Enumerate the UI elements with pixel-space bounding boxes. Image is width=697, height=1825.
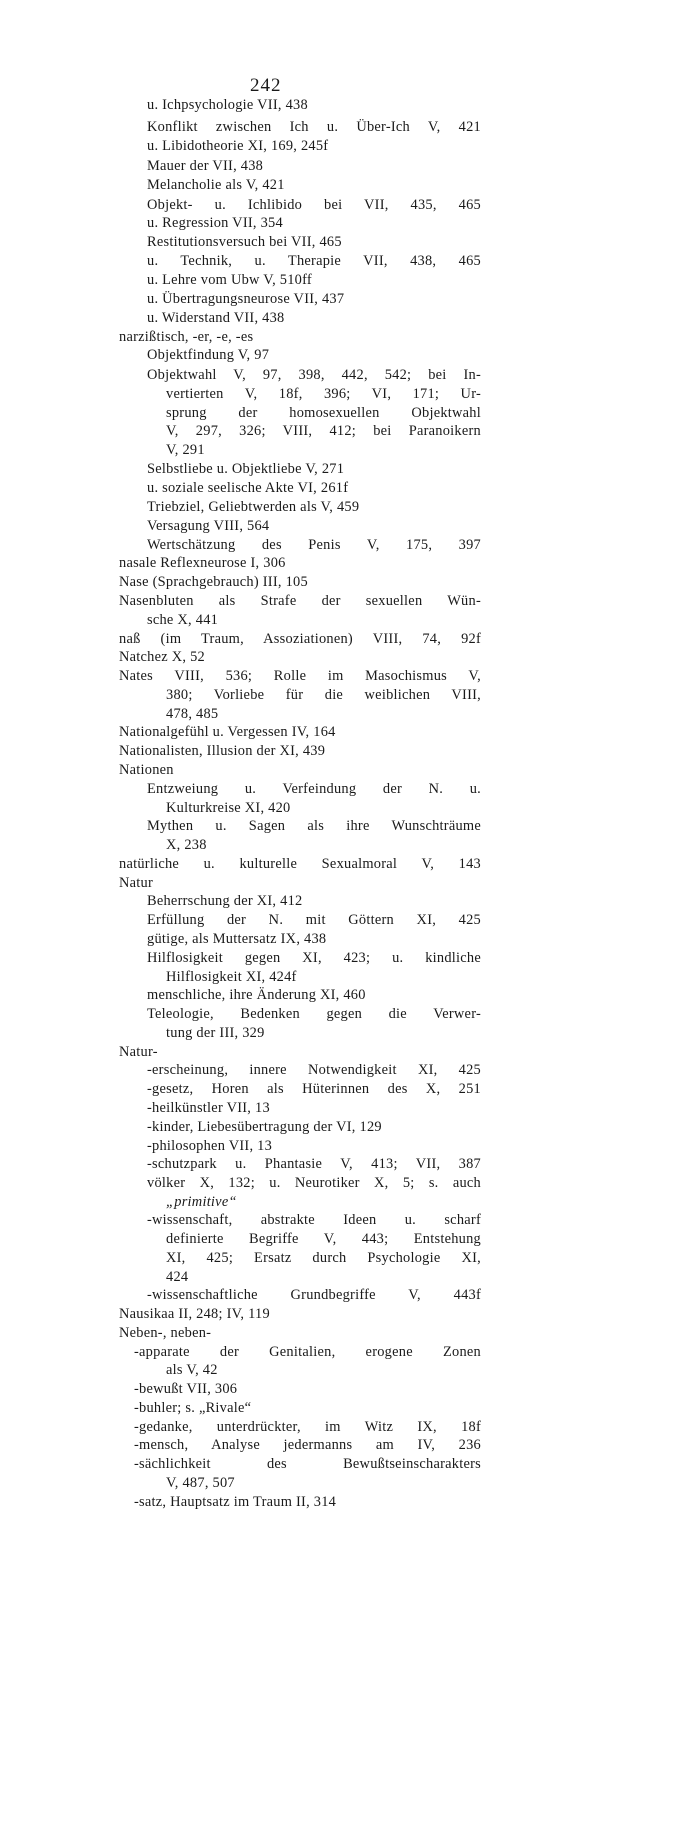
index-line: 424 — [166, 1269, 189, 1285]
index-line: X, 238 — [166, 837, 207, 853]
index-line: Natur- — [119, 1044, 158, 1060]
index-line: 478, 485 — [166, 706, 219, 722]
index-line: Versagung VIII, 564 — [147, 518, 270, 534]
index-line: Erfüllung der N. mit Göttern XI, 425 — [147, 912, 481, 928]
index-line: Hilflosigkeit gegen XI, 423; u. kindliche — [147, 950, 481, 966]
index-line: Beherrschung der XI, 412 — [147, 893, 303, 909]
index-line: Kulturkreise XI, 420 — [166, 800, 291, 816]
index-line: u. Technik, u. Therapie VII, 438, 465 — [147, 253, 481, 269]
index-line: -satz, Hauptsatz im Traum II, 314 — [134, 1494, 337, 1510]
index-line: Natchez X, 52 — [119, 649, 205, 665]
index-line: Nationalisten, Illusion der XI, 439 — [119, 743, 326, 759]
index-line: sprung der homosexuellen Objektwahl — [166, 405, 481, 421]
index-line: u. soziale seelische Akte VI, 261f — [147, 480, 349, 496]
index-line: u. Widerstand VII, 438 — [147, 310, 285, 326]
index-line: V, 487, 507 — [166, 1475, 235, 1491]
index-line: -buhler; s. „Rivale“ — [134, 1400, 252, 1416]
index-line: Nausikaa II, 248; IV, 119 — [119, 1306, 270, 1322]
index-line: u. Ichpsychologie VII, 438 — [147, 97, 308, 113]
index-line: u. Regression VII, 354 — [147, 215, 283, 231]
index-line: Neben-, neben- — [119, 1325, 212, 1341]
index-line: -mensch, Analyse jedermanns am IV, 236 — [134, 1437, 481, 1453]
index-line: -erscheinung, innere Notwendigkeit XI, 425 — [147, 1062, 481, 1078]
index-line: Wertschätzung des Penis V, 175, 397 — [147, 537, 481, 553]
index-line: u. Übertragungsneurose VII, 437 — [147, 291, 345, 307]
index-line: -kinder, Liebesübertragung der VI, 129 — [147, 1119, 382, 1135]
index-line: -bewußt VII, 306 — [134, 1381, 238, 1397]
page-number: 242 — [250, 75, 282, 96]
index-line: -philosophen VII, 13 — [147, 1138, 273, 1154]
index-line: -apparate der Genitalien, erogene Zonen — [134, 1344, 481, 1360]
index-line: Natur — [119, 875, 154, 891]
index-line: -gedanke, unterdrückter, im Witz IX, 18f — [134, 1419, 481, 1435]
index-line: naß (im Traum, Assoziationen) VIII, 74, 92f — [119, 631, 481, 647]
index-line: Triebziel, Geliebtwerden als V, 459 — [147, 499, 360, 515]
index-line: gütige, als Muttersatz IX, 438 — [147, 931, 327, 947]
index-line: Entzweiung u. Verfeindung der N. u. — [147, 781, 481, 797]
index-line: nasale Reflexneurose I, 306 — [119, 555, 286, 571]
index-line: tung der III, 329 — [166, 1025, 265, 1041]
index-line: -wissenschaftliche Grundbegriffe V, 443f — [147, 1287, 481, 1303]
index-line: sche X, 441 — [147, 612, 219, 628]
index-line: 380; Vorliebe für die weiblichen VIII, — [166, 687, 481, 703]
index-line: -gesetz, Horen als Hüterinnen des X, 251 — [147, 1081, 481, 1097]
index-line: Objektfindung V, 97 — [147, 347, 270, 363]
index-line: Nationalgefühl u. Vergessen IV, 164 — [119, 724, 336, 740]
index-line: „primitive“ — [166, 1194, 237, 1210]
index-line: XI, 425; Ersatz durch Psychologie XI, — [166, 1250, 481, 1266]
index-line: völker X, 132; u. Neurotiker X, 5; s. auch — [147, 1175, 481, 1191]
index-line: Nasenbluten als Strafe der sexuellen Wün- — [119, 593, 481, 609]
index-line: Konflikt zwischen Ich u. Über-Ich V, 421 — [147, 119, 481, 135]
index-line: Teleologie, Bedenken gegen die Verwer- — [147, 1006, 481, 1022]
index-line: definierte Begriffe V, 443; Entstehung — [166, 1231, 481, 1247]
index-line: Mauer der VII, 438 — [147, 158, 264, 174]
index-line: narzißtisch, -er, -e, -es — [119, 329, 254, 345]
index-line: Objekt- u. Ichlibido bei VII, 435, 465 — [147, 197, 481, 213]
index-line: Restitutionsversuch bei VII, 465 — [147, 234, 342, 250]
index-line: -wissenschaft, abstrakte Ideen u. scharf — [147, 1212, 481, 1228]
index-line: -heilkünstler VII, 13 — [147, 1100, 270, 1116]
index-line: Nates VIII, 536; Rolle im Masochismus V, — [119, 668, 481, 684]
index-line: als V, 42 — [166, 1362, 218, 1378]
index-line: Nase (Sprachgebrauch) III, 105 — [119, 574, 308, 590]
index-line: Objektwahl V, 97, 398, 442, 542; bei In- — [147, 367, 481, 383]
index-line: u. Lehre vom Ubw V, 510ff — [147, 272, 312, 288]
index-line: V, 291 — [166, 442, 205, 458]
index-line: natürliche u. kulturelle Sexualmoral V, 143 — [119, 856, 481, 872]
index-line: menschliche, ihre Änderung XI, 460 — [147, 987, 366, 1003]
index-line: V, 297, 326; VIII, 412; bei Paranoikern — [166, 423, 481, 439]
index-line: Nationen — [119, 762, 174, 778]
index-line: Melancholie als V, 421 — [147, 177, 285, 193]
index-line: vertierten V, 18f, 396; VI, 171; Ur- — [166, 386, 481, 402]
index-line: -sächlichkeit des Bewußtseinscharakters — [134, 1456, 481, 1472]
index-line: Selbstliebe u. Objektliebe V, 271 — [147, 461, 345, 477]
index-line: Hilflosigkeit XI, 424f — [166, 969, 297, 985]
index-line: Mythen u. Sagen als ihre Wunschträume — [147, 818, 481, 834]
index-line: u. Libidotheorie XI, 169, 245f — [147, 138, 329, 154]
index-line: -schutzpark u. Phantasie V, 413; VII, 387 — [147, 1156, 481, 1172]
